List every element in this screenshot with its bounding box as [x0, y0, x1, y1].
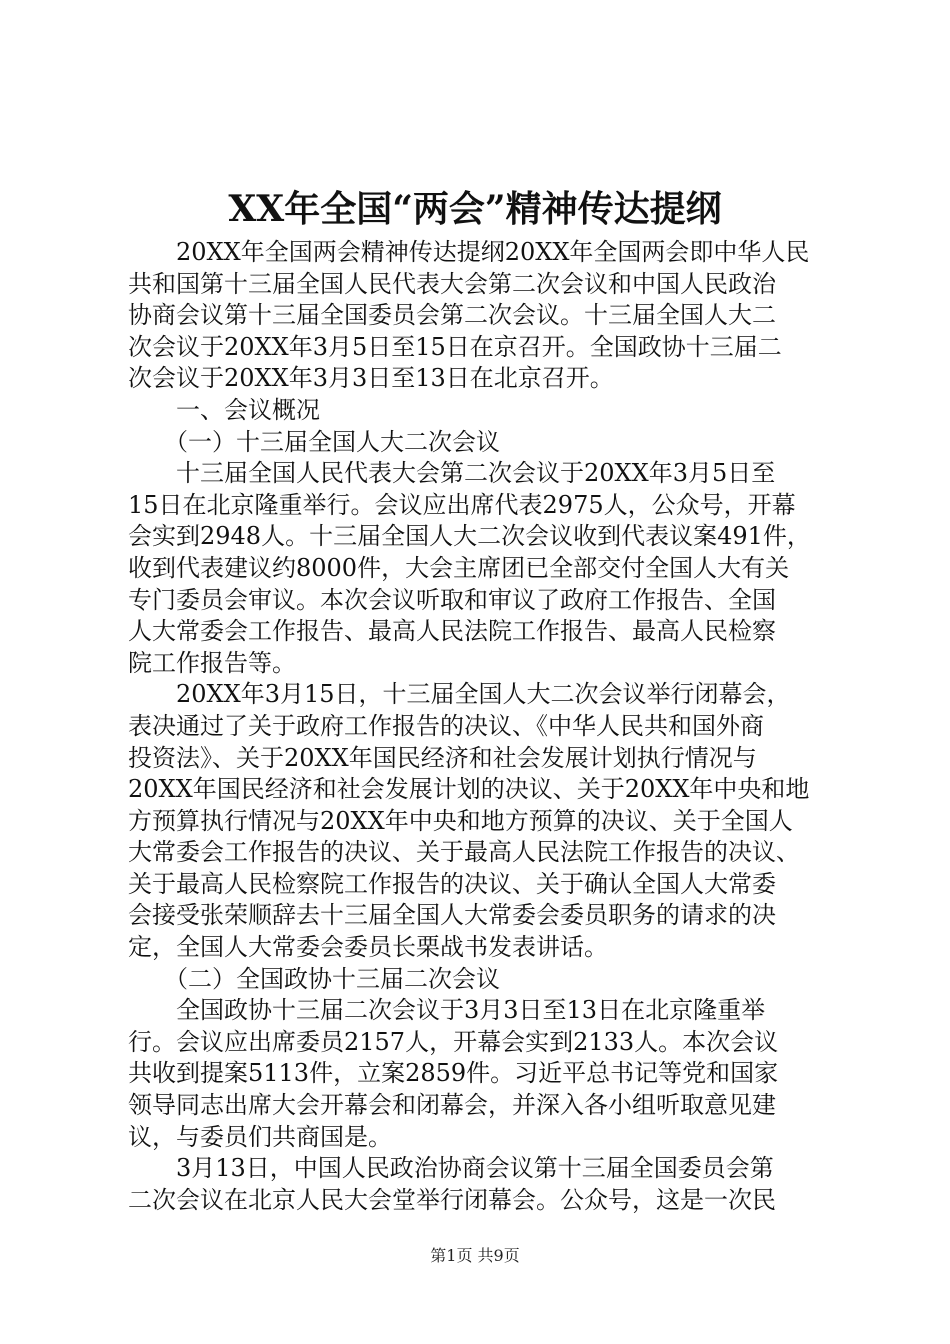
body-line: 20XX年国民经济和社会发展计划的决议、关于20XX年中央和地 [128, 775, 810, 804]
body-line: 领导同志出席大会开幕会和闭幕会，并深入各小组听取意见建 [128, 1091, 776, 1120]
body-line: 共和国第十三届全国人民代表大会第二次会议和中国人民政治 [128, 269, 776, 298]
page-number-footer: 第1页 共9页 [430, 1246, 520, 1265]
body-line: 院工作报告等。 [128, 648, 296, 677]
body-line: 议，与委员们共商国是。 [128, 1122, 392, 1151]
subsection-heading: （二）全国政协十三届二次会议 [128, 964, 500, 993]
body-line: 大常委会工作报告的决议、关于最高人民法院工作报告的决议、 [128, 838, 800, 867]
body-line: 20XX年3月15日，十三届全国人大二次会议举行闭幕会， [128, 680, 791, 709]
body-line: 共收到提案5113件，立案2859件。习近平总书记等党和国家 [128, 1059, 779, 1088]
body-line: 行。会议应出席委员2157人，开幕会实到2133人。本次会议 [128, 1027, 779, 1056]
body-line: 20XX年全国两会精神传达提纲20XX年全国两会即中华人民 [128, 238, 810, 266]
body-line: 方预算执行情况与20XX年中央和地方预算的决议、关于全国人 [128, 806, 793, 835]
body-line: 次会议于20XX年3月3日至13日在北京召开。 [128, 364, 614, 393]
document-title: XX年全国“两会”精神传达提纲 [228, 188, 722, 230]
body-line: 关于最高人民检察院工作报告的决议、关于确认全国人大常委 [128, 869, 776, 898]
body-line: 收到代表建议约8000件，大会主席团已全部交付全国人大有关 [128, 553, 790, 582]
body-line: 3月13日，中国人民政治协商会议第十三届全国委员会第 [128, 1154, 774, 1183]
body-line: 十三届全国人民代表大会第二次会议于20XX年3月5日至 [128, 459, 776, 488]
body-line: 投资法》、关于20XX年国民经济和社会发展计划执行情况与 [128, 743, 757, 772]
body-line: 二次会议在北京人民大会堂举行闭幕会。公众号，这是一次民 [128, 1185, 776, 1214]
body-line: 专门委员会审议。本次会议听取和审议了政府工作报告、全国 [128, 585, 776, 614]
body-line: 会实到2948人。十三届全国人大二次会议收到代表议案491件， [128, 522, 811, 551]
section-heading: 一、会议概况 [128, 395, 320, 424]
body-line: 定，全国人大常委会委员长栗战书发表讲话。 [128, 933, 608, 962]
body-line: 人大常委会工作报告、最高人民法院工作报告、最高人民检察 [128, 617, 776, 646]
body-line: 全国政协十三届二次会议于3月3日至13日在北京隆重举 [128, 996, 766, 1025]
body-line: 15日在北京隆重举行。会议应出席代表2975人，公众号，开幕 [128, 490, 796, 519]
body-line: 会接受张荣顺辞去十三届全国人大常委会委员职务的请求的决 [128, 901, 776, 930]
body-line: 次会议于20XX年3月5日至15日在京召开。全国政协十三届二 [128, 332, 782, 361]
document-body [128, 237, 828, 1216]
subsection-heading: （一）十三届全国人大二次会议 [128, 427, 500, 456]
body-line: 协商会议第十三届全国委员会第二次会议。十三届全国人大二 [128, 301, 776, 330]
body-line: 表决通过了关于政府工作报告的决议、《中华人民共和国外商 [128, 711, 764, 740]
